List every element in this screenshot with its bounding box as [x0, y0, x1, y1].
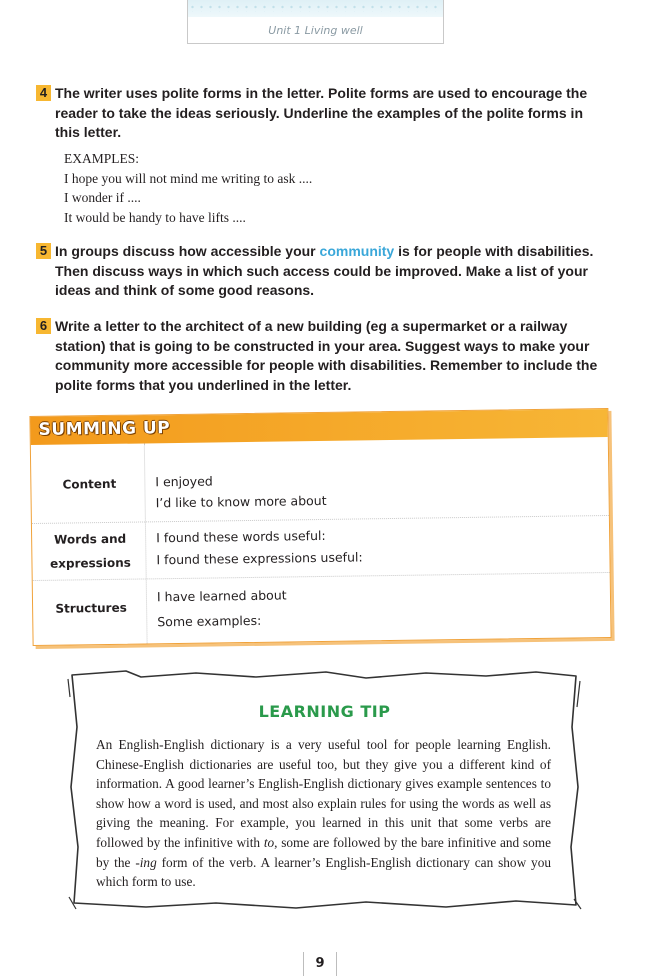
task-number-badge: 4 — [36, 85, 51, 101]
highlighted-word: community — [319, 243, 395, 259]
row-prompt: I have learned about — [156, 587, 287, 605]
summing-up-title: SUMMING UP — [38, 418, 171, 440]
unit-title: Unit 1 Living well — [268, 24, 363, 37]
task-4 — [36, 84, 602, 143]
header-tab — [187, 0, 444, 44]
learning-tip-box — [66, 667, 583, 912]
row-prompt: I’d like to know more about — [155, 492, 327, 511]
example-line: I wonder if .... — [64, 190, 141, 205]
row-label: Words and expressions — [49, 531, 131, 571]
row-prompt: Some examples: — [157, 612, 262, 630]
learning-tip-text: An English-English dictionary is a very useful tool for people learning English. Chinese-English dictionaries are useful too, but they give you a different kind of information. A good learner’s English-English dictionary gives example sentences to show how a word is used, and most also explain rules for using the words as well as giving the meaning. For example, you learned in this unit that some verbs are followed by the infinitive with to, some are followed by the bare infinitive and some by the -ing form of the verb. A learner’s English-English dictionary can show you which form to use. — [96, 737, 551, 890]
summing-up-row-words — [32, 515, 610, 581]
task-5 — [36, 242, 602, 301]
summing-up-table — [29, 408, 611, 646]
examples-heading: EXAMPLES: — [64, 151, 140, 166]
task-instruction: In groups discuss how accessible your community is for people with disabilities. Then discuss ways in which such access could be improved. Make a list of your ideas and think of some good reasons. — [55, 243, 594, 298]
row-label: Structures — [55, 600, 127, 616]
summing-up-row-structures — [33, 572, 611, 646]
task-instruction: The writer uses polite forms in the letter. Polite forms are used to encourage the reader to take the ideas seriously. Underline the examples of the polite forms in this letter. — [55, 85, 588, 140]
examples-block — [64, 149, 312, 227]
page-number: 9 — [303, 952, 337, 976]
task-6 — [36, 317, 602, 395]
row-prompt: I found these expressions useful: — [156, 549, 363, 568]
example-line: It would be handy to have lifts .... — [64, 209, 246, 225]
learning-tip-title: LEARNING TIP — [258, 702, 391, 721]
task-instruction: Write a letter to the architect of a new building (eg a supermarket or a railway station) that is going to be constructed in your area. Suggest ways to make your community more accessible for people with disabilities. Remember to include the polite forms that you underlined in the letter. — [55, 318, 598, 393]
task-number-badge: 5 — [36, 243, 51, 259]
example-line: I hope you will not mind me writing to ask .... — [64, 170, 313, 186]
row-label: Content — [62, 476, 117, 492]
header-decoration — [188, 0, 443, 17]
summing-up-row-content — [31, 437, 609, 523]
row-prompt: I found these words useful: — [156, 527, 326, 546]
row-prompt: I enjoyed — [155, 473, 213, 490]
task-number-badge: 6 — [36, 318, 51, 334]
